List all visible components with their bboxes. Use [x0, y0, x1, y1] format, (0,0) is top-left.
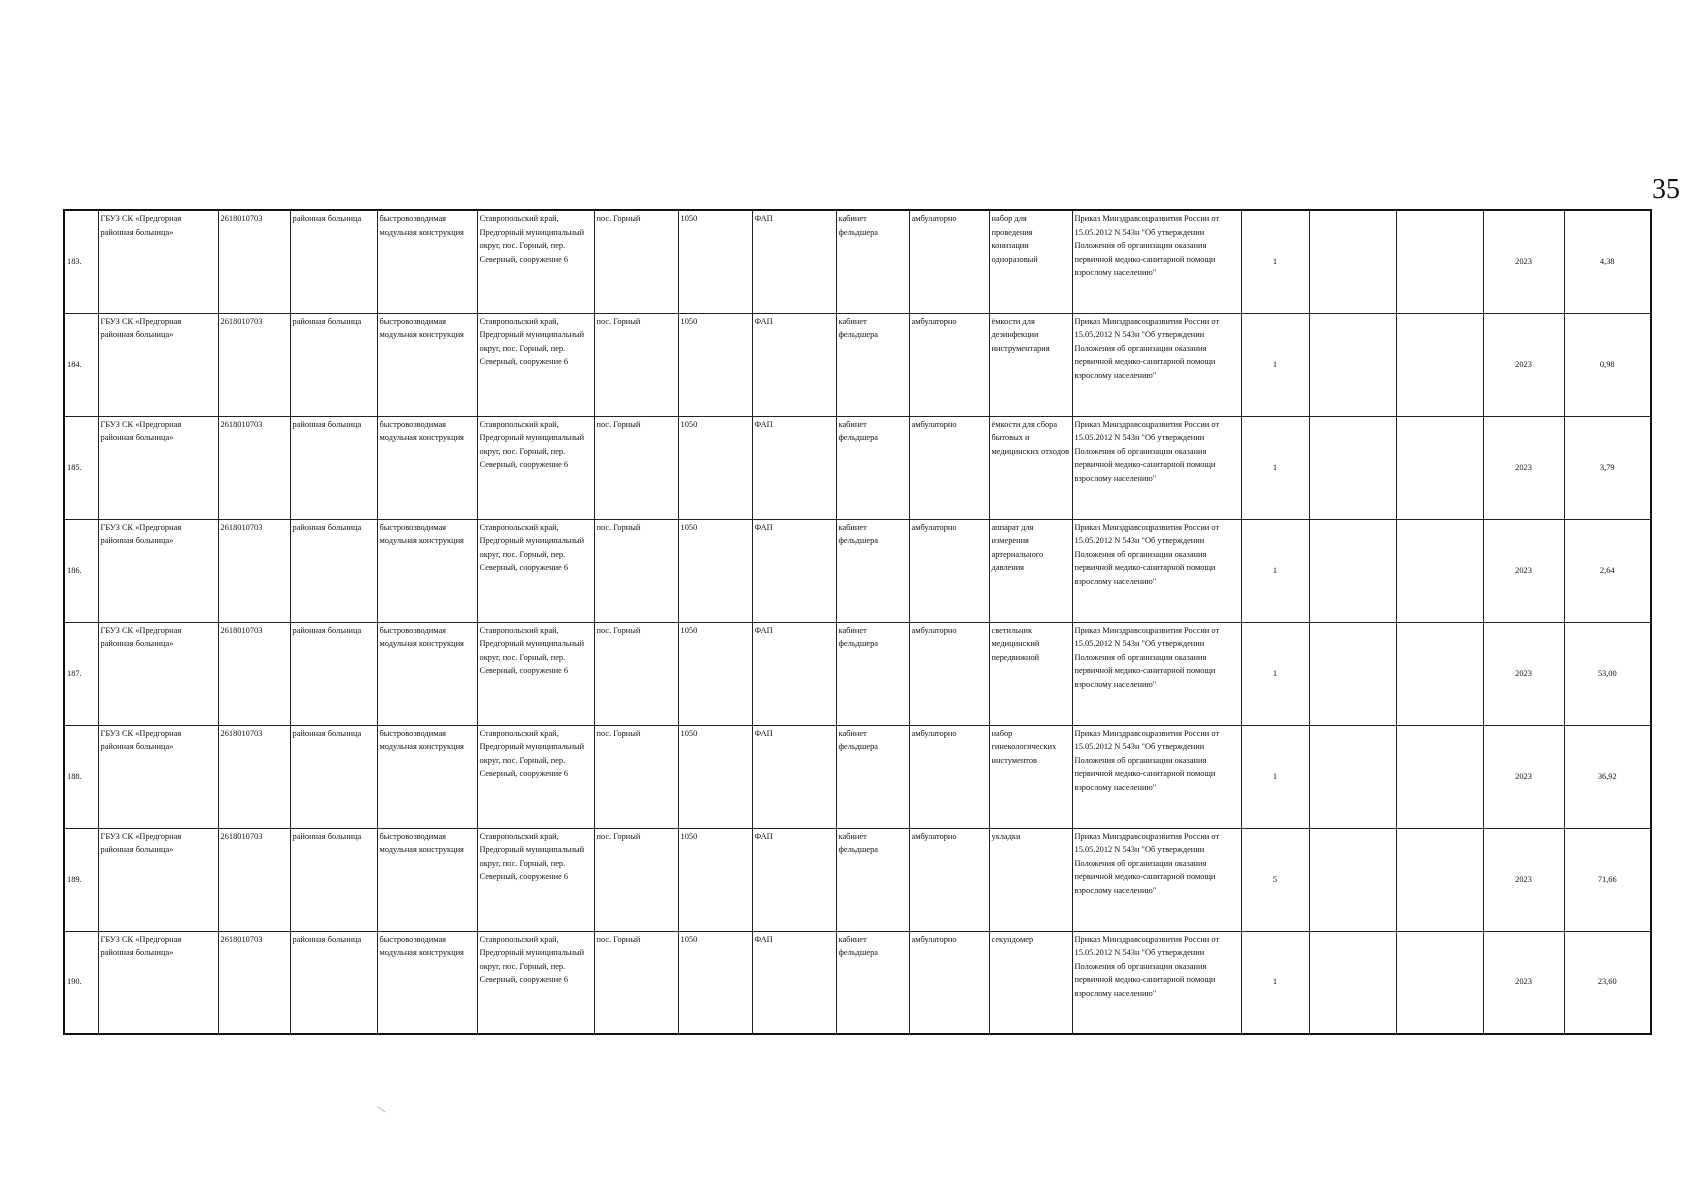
- unit-cell: ФАП: [752, 622, 836, 725]
- empty-cell: [1309, 210, 1396, 313]
- equipment-table: [63, 209, 1652, 1035]
- empty-cell: [1396, 828, 1483, 931]
- equipment-cell: набор для проведения конизации одноразовый: [989, 210, 1072, 313]
- locality-cell: пос. Горный: [594, 725, 678, 828]
- facility-type-cell: районная больница: [290, 416, 377, 519]
- year-cell: 2023: [1483, 622, 1564, 725]
- population-cell: 1050: [678, 828, 752, 931]
- care-mode-cell: амбулаторно: [909, 313, 989, 416]
- locality-cell: пос. Горный: [594, 210, 678, 313]
- table-row: [64, 828, 1651, 931]
- building-cell: быстровозводимая модульная конструкция: [377, 725, 477, 828]
- population-cell: 1050: [678, 931, 752, 1034]
- room-cell: кабинет фельдшера: [836, 931, 909, 1034]
- population-cell: 1050: [678, 519, 752, 622]
- unit-cell: ФАП: [752, 931, 836, 1034]
- building-cell: быстровозводимая модульная конструкция: [377, 931, 477, 1034]
- empty-cell: [1309, 931, 1396, 1034]
- empty-cell: [1396, 622, 1483, 725]
- unit-cell: ФАП: [752, 210, 836, 313]
- facility-type-cell: районная больница: [290, 519, 377, 622]
- building-cell: быстровозводимая модульная конструкция: [377, 416, 477, 519]
- address-cell: Ставропольский край, Предгорный муниципальный округ, пос. Горный, пер. Северный, сооружение 6: [477, 725, 594, 828]
- row-number: 185.: [64, 416, 98, 519]
- address-cell: Ставропольский край, Предгорный муниципальный округ, пос. Горный, пер. Северный, сооружение 6: [477, 210, 594, 313]
- order-cell: Приказ Минздравсоцразвития России от 15.05.2012 N 543н "Об утверждении Положения об организации оказания первичной медико-санитарной помощи взрослому населению": [1072, 828, 1241, 931]
- empty-cell: [1309, 828, 1396, 931]
- care-mode-cell: амбулаторно: [909, 519, 989, 622]
- facility-type-cell: районная больница: [290, 622, 377, 725]
- unit-cell: ФАП: [752, 519, 836, 622]
- room-cell: кабинет фельдшера: [836, 210, 909, 313]
- order-cell: Приказ Минздравсоцразвития России от 15.05.2012 N 543н "Об утверждении Положения об организации оказания первичной медико-санитарной помощи взрослому населению": [1072, 519, 1241, 622]
- equipment-cell: ёмкости для дезинфекции инструментария: [989, 313, 1072, 416]
- population-cell: 1050: [678, 622, 752, 725]
- locality-cell: пос. Горный: [594, 313, 678, 416]
- empty-cell: [1309, 725, 1396, 828]
- empty-cell: [1396, 313, 1483, 416]
- empty-cell: [1396, 931, 1483, 1034]
- quantity-cell: 1: [1241, 519, 1309, 622]
- row-number: 190.: [64, 931, 98, 1034]
- year-cell: 2023: [1483, 725, 1564, 828]
- quantity-cell: 1: [1241, 725, 1309, 828]
- order-cell: Приказ Минздравсоцразвития России от 15.05.2012 N 543н "Об утверждении Положения об организации оказания первичной медико-санитарной помощи взрослому населению": [1072, 725, 1241, 828]
- care-mode-cell: амбулаторно: [909, 828, 989, 931]
- table-row: [64, 210, 1651, 313]
- year-cell: 2023: [1483, 519, 1564, 622]
- organization-cell: ГБУЗ СК «Предгорная районная больница»: [98, 210, 218, 313]
- facility-type-cell: районная больница: [290, 313, 377, 416]
- empty-cell: [1309, 622, 1396, 725]
- order-cell: Приказ Минздравсоцразвития России от 15.05.2012 N 543н "Об утверждении Положения об организации оказания первичной медико-санитарной помощи взрослому населению": [1072, 931, 1241, 1034]
- facility-type-cell: районная больница: [290, 725, 377, 828]
- equipment-cell: набор гинекологических инстументов: [989, 725, 1072, 828]
- cost-cell: 23,60: [1564, 931, 1651, 1034]
- address-cell: Ставропольский край, Предгорный муниципальный округ, пос. Горный, пер. Северный, сооружение 6: [477, 931, 594, 1034]
- order-cell: Приказ Минздравсоцразвития России от 15.05.2012 N 543н "Об утверждении Положения об организации оказания первичной медико-санитарной помощи взрослому населению": [1072, 313, 1241, 416]
- locality-cell: пос. Горный: [594, 416, 678, 519]
- quantity-cell: 1: [1241, 416, 1309, 519]
- code-cell: 2618010703: [218, 725, 290, 828]
- locality-cell: пос. Горный: [594, 519, 678, 622]
- row-number: 188.: [64, 725, 98, 828]
- building-cell: быстровозводимая модульная конструкция: [377, 622, 477, 725]
- organization-cell: ГБУЗ СК «Предгорная районная больница»: [98, 622, 218, 725]
- building-cell: быстровозводимая модульная конструкция: [377, 828, 477, 931]
- row-number: 187.: [64, 622, 98, 725]
- room-cell: кабинет фельдшера: [836, 622, 909, 725]
- locality-cell: пос. Горный: [594, 931, 678, 1034]
- cost-cell: 36,92: [1564, 725, 1651, 828]
- empty-cell: [1309, 416, 1396, 519]
- quantity-cell: 1: [1241, 210, 1309, 313]
- empty-cell: [1309, 519, 1396, 622]
- organization-cell: ГБУЗ СК «Предгорная районная больница»: [98, 519, 218, 622]
- facility-type-cell: районная больница: [290, 931, 377, 1034]
- year-cell: 2023: [1483, 931, 1564, 1034]
- room-cell: кабинет фельдшера: [836, 725, 909, 828]
- code-cell: 2618010703: [218, 931, 290, 1034]
- year-cell: 2023: [1483, 210, 1564, 313]
- year-cell: 2023: [1483, 313, 1564, 416]
- organization-cell: ГБУЗ СК «Предгорная районная больница»: [98, 725, 218, 828]
- empty-cell: [1396, 725, 1483, 828]
- population-cell: 1050: [678, 313, 752, 416]
- room-cell: кабинет фельдшера: [836, 416, 909, 519]
- care-mode-cell: амбулаторно: [909, 725, 989, 828]
- room-cell: кабинет фельдшера: [836, 519, 909, 622]
- cost-cell: 53,00: [1564, 622, 1651, 725]
- care-mode-cell: амбулаторно: [909, 210, 989, 313]
- row-number: 184.: [64, 313, 98, 416]
- code-cell: 2618010703: [218, 313, 290, 416]
- quantity-cell: 1: [1241, 313, 1309, 416]
- address-cell: Ставропольский край, Предгорный муниципальный округ, пос. Горный, пер. Северный, сооружение 6: [477, 313, 594, 416]
- building-cell: быстровозводимая модульная конструкция: [377, 519, 477, 622]
- equipment-cell: секундомер: [989, 931, 1072, 1034]
- unit-cell: ФАП: [752, 828, 836, 931]
- facility-type-cell: районная больница: [290, 828, 377, 931]
- cost-cell: 0,98: [1564, 313, 1651, 416]
- code-cell: 2618010703: [218, 210, 290, 313]
- code-cell: 2618010703: [218, 828, 290, 931]
- equipment-cell: укладки: [989, 828, 1072, 931]
- row-number: 183.: [64, 210, 98, 313]
- unit-cell: ФАП: [752, 416, 836, 519]
- cost-cell: 3,79: [1564, 416, 1651, 519]
- empty-cell: [1309, 313, 1396, 416]
- address-cell: Ставропольский край, Предгорный муниципальный округ, пос. Горный, пер. Северный, сооружение 6: [477, 519, 594, 622]
- organization-cell: ГБУЗ СК «Предгорная районная больница»: [98, 931, 218, 1034]
- cost-cell: 4,38: [1564, 210, 1651, 313]
- code-cell: 2618010703: [218, 416, 290, 519]
- year-cell: 2023: [1483, 416, 1564, 519]
- population-cell: 1050: [678, 725, 752, 828]
- table-row: [64, 519, 1651, 622]
- locality-cell: пос. Горный: [594, 828, 678, 931]
- table-row: [64, 416, 1651, 519]
- locality-cell: пос. Горный: [594, 622, 678, 725]
- quantity-cell: 5: [1241, 828, 1309, 931]
- care-mode-cell: амбулаторно: [909, 931, 989, 1034]
- table-row: [64, 622, 1651, 725]
- order-cell: Приказ Минздравсоцразвития России от 15.05.2012 N 543н "Об утверждении Положения об организации оказания первичной медико-санитарной помощи взрослому населению": [1072, 622, 1241, 725]
- unit-cell: ФАП: [752, 313, 836, 416]
- address-cell: Ставропольский край, Предгорный муниципальный округ, пос. Горный, пер. Северный, сооружение 6: [477, 416, 594, 519]
- page-number: 35: [1652, 174, 1680, 205]
- order-cell: Приказ Минздравсоцразвития России от 15.05.2012 N 543н "Об утверждении Положения об организации оказания первичной медико-санитарной помощи взрослому населению": [1072, 416, 1241, 519]
- order-cell: Приказ Минздравсоцразвития России от 15.05.2012 N 543н "Об утверждении Положения об организации оказания первичной медико-санитарной помощи взрослому населению": [1072, 210, 1241, 313]
- empty-cell: [1396, 416, 1483, 519]
- empty-cell: [1396, 519, 1483, 622]
- building-cell: быстровозводимая модульная конструкция: [377, 313, 477, 416]
- row-number: 189.: [64, 828, 98, 931]
- table-row: [64, 931, 1651, 1034]
- room-cell: кабинет фельдшера: [836, 313, 909, 416]
- organization-cell: ГБУЗ СК «Предгорная районная больница»: [98, 313, 218, 416]
- table-row: [64, 313, 1651, 416]
- address-cell: Ставропольский край, Предгорный муниципальный округ, пос. Горный, пер. Северный, сооружение 6: [477, 622, 594, 725]
- care-mode-cell: амбулаторно: [909, 416, 989, 519]
- row-number: 186.: [64, 519, 98, 622]
- care-mode-cell: амбулаторно: [909, 622, 989, 725]
- cost-cell: 2,64: [1564, 519, 1651, 622]
- empty-cell: [1396, 210, 1483, 313]
- equipment-cell: светильник медицинский передвижной: [989, 622, 1072, 725]
- room-cell: кабинет фельдшера: [836, 828, 909, 931]
- organization-cell: ГБУЗ СК «Предгорная районная больница»: [98, 416, 218, 519]
- building-cell: быстровозводимая модульная конструкция: [377, 210, 477, 313]
- organization-cell: ГБУЗ СК «Предгорная районная больница»: [98, 828, 218, 931]
- equipment-cell: ёмкости для сбора бытовых и медицинских отходов: [989, 416, 1072, 519]
- unit-cell: ФАП: [752, 725, 836, 828]
- scan-mark: [372, 1106, 385, 1119]
- table-body: [64, 210, 1651, 1034]
- quantity-cell: 1: [1241, 931, 1309, 1034]
- year-cell: 2023: [1483, 828, 1564, 931]
- code-cell: 2618010703: [218, 622, 290, 725]
- code-cell: 2618010703: [218, 519, 290, 622]
- facility-type-cell: районная больница: [290, 210, 377, 313]
- population-cell: 1050: [678, 416, 752, 519]
- population-cell: 1050: [678, 210, 752, 313]
- quantity-cell: 1: [1241, 622, 1309, 725]
- equipment-cell: аппарат для измерения артериального давления: [989, 519, 1072, 622]
- cost-cell: 71,66: [1564, 828, 1651, 931]
- address-cell: Ставропольский край, Предгорный муниципальный округ, пос. Горный, пер. Северный, сооружение 6: [477, 828, 594, 931]
- table-row: [64, 725, 1651, 828]
